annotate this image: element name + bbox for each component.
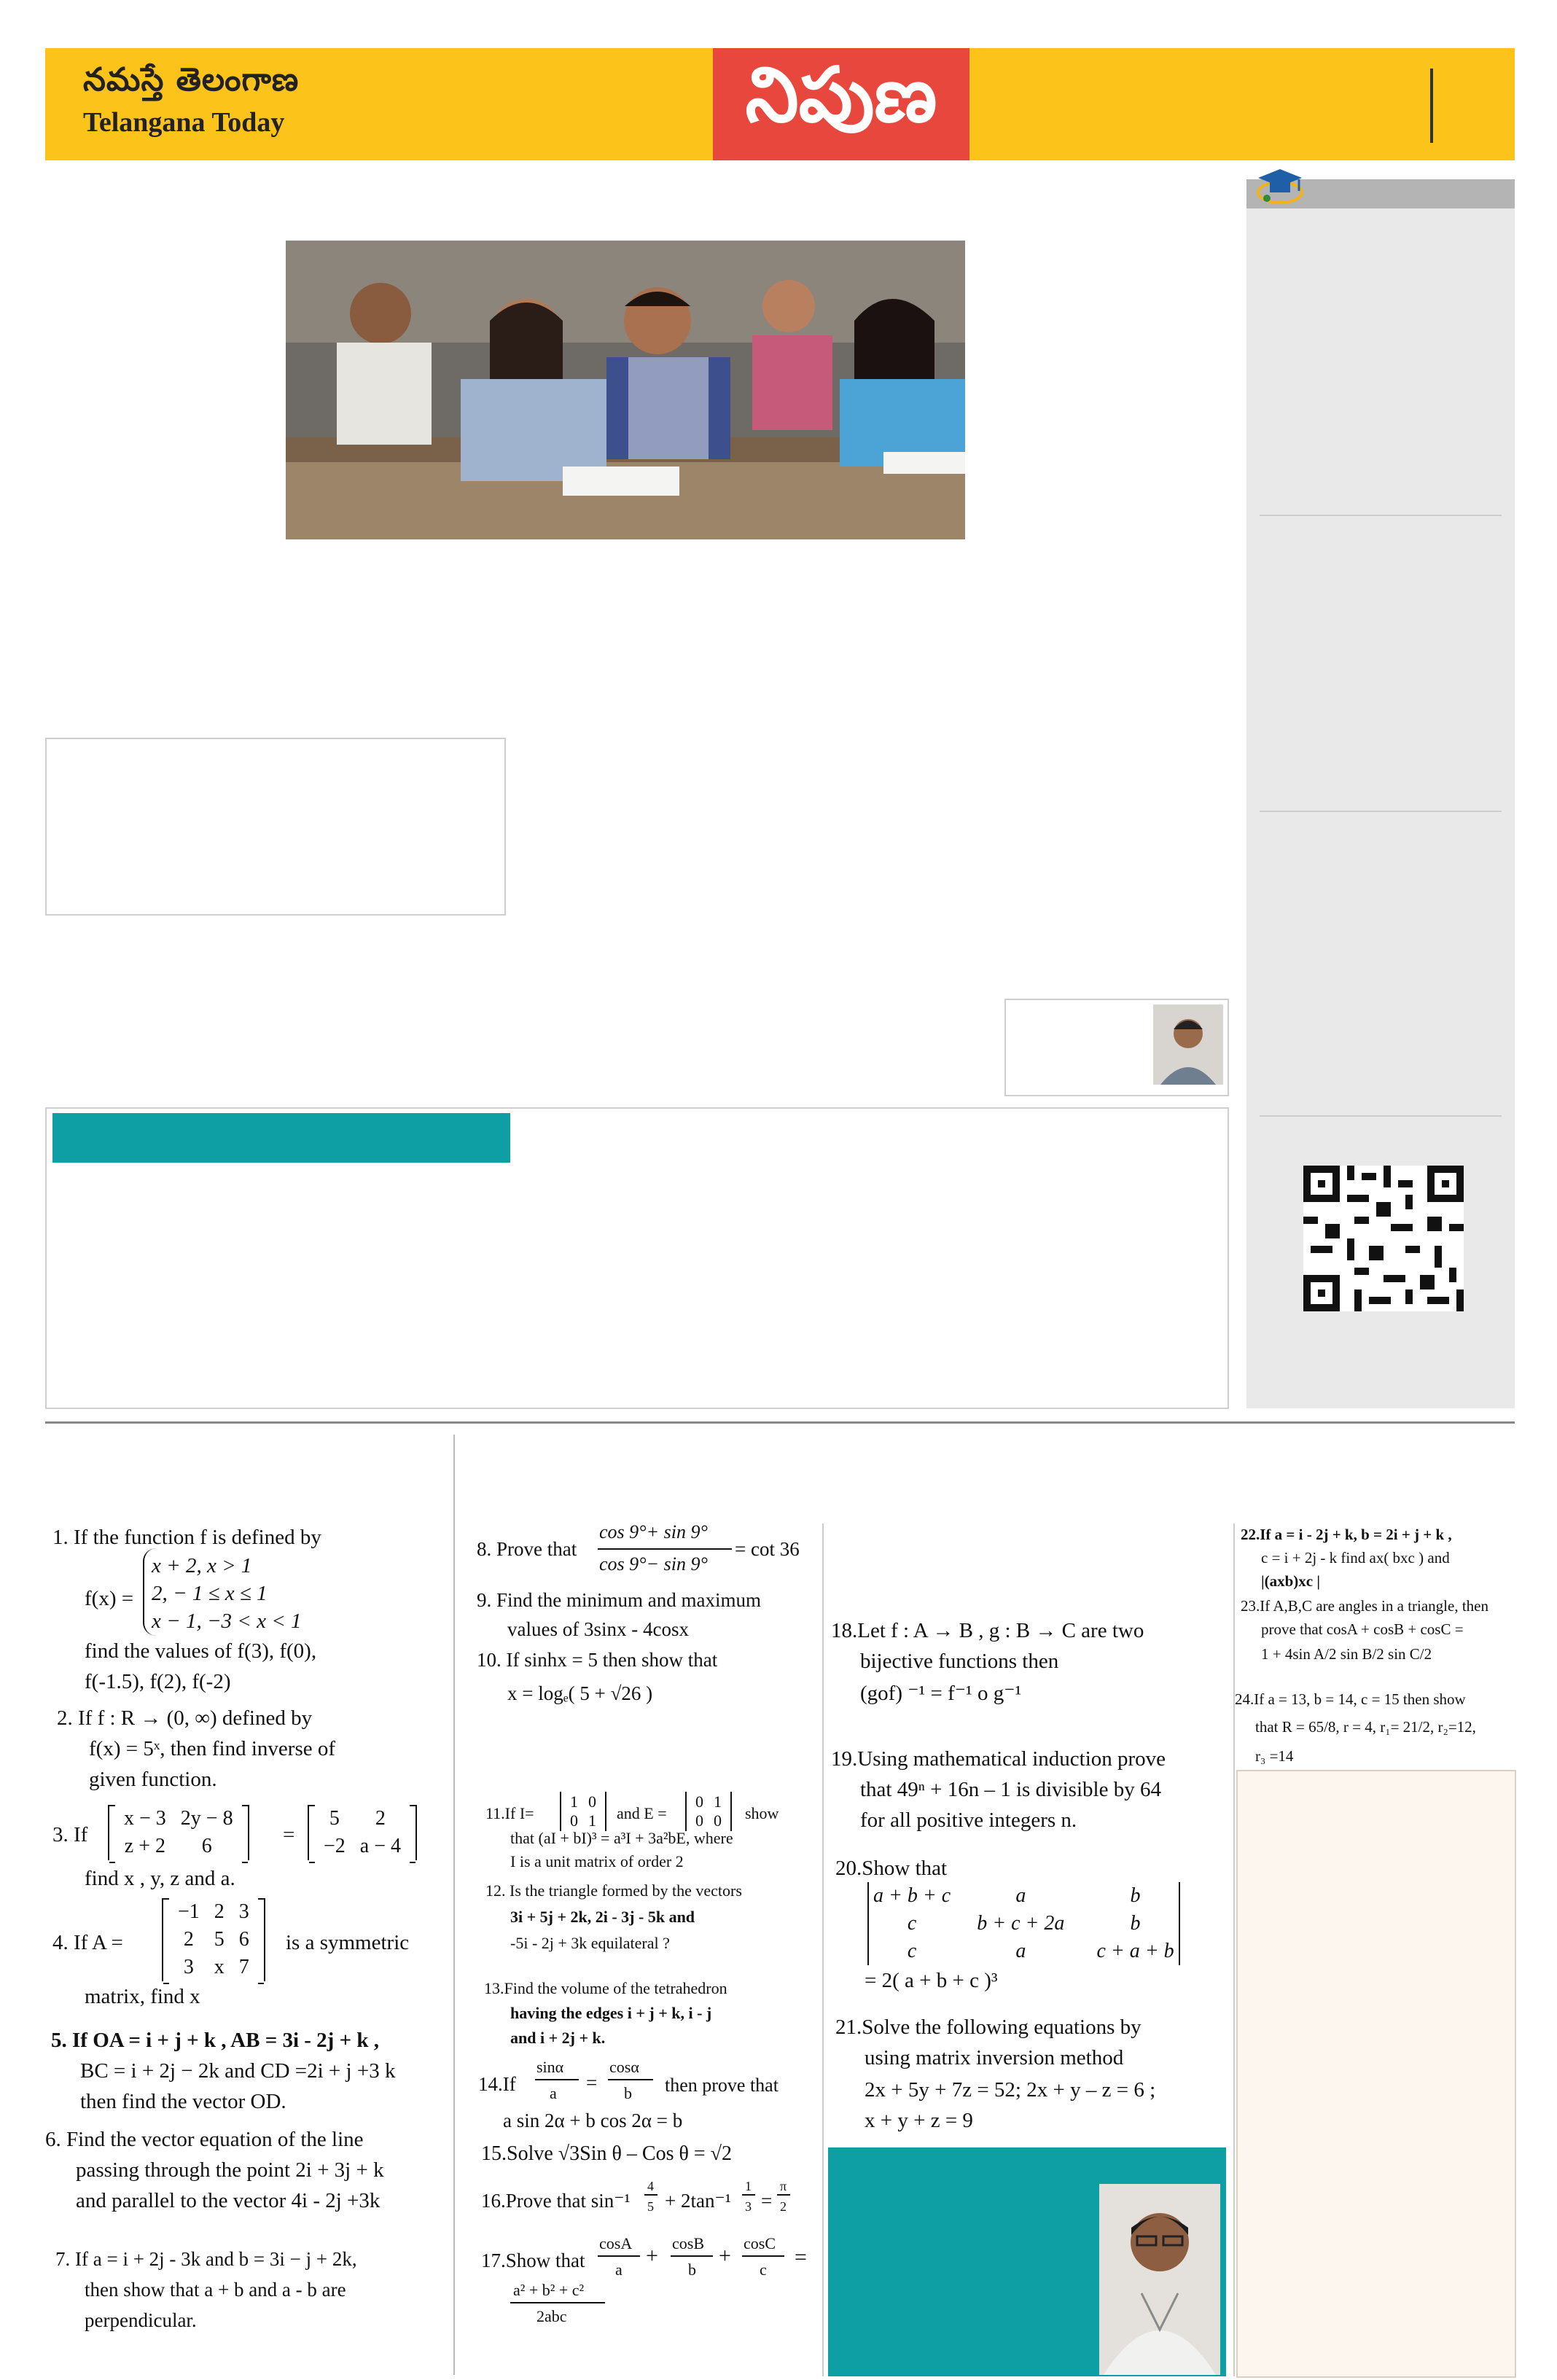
- question-1: 1. If the function f is defined by: [52, 1526, 321, 1549]
- q21-line-2: using matrix inversion method: [865, 2046, 1124, 2069]
- q13-line-2: having the edges i + j + k, i - j: [510, 2004, 712, 2022]
- q17-eq: =: [795, 2245, 807, 2269]
- q18-line-3: (gof) ⁻¹ = f⁻¹ o g⁻¹: [860, 1682, 1022, 1705]
- fraction-bar: [510, 2302, 605, 2303]
- q8-rhs: = cot 36: [735, 1538, 800, 1560]
- q10-line-2: x = logₑ( 5 + √26 ): [507, 1682, 653, 1704]
- q22-line-3: |(axb)xc |: [1261, 1572, 1320, 1590]
- q9-line-2: values of 3sinx - 4cosx: [507, 1618, 689, 1640]
- q2-line-3: given function.: [89, 1768, 217, 1791]
- q16-f2-den: 3: [745, 2199, 752, 2214]
- q2-line-2: f(x) = 5ˣ, then find inverse of: [89, 1737, 336, 1760]
- q8-denominator: cos 9°− sin 9°: [599, 1553, 708, 1575]
- question-7: 7. If a = i + 2j - 3k and b = 3i − j + 2k,: [55, 2248, 357, 2270]
- question-9: 9. Find the minimum and maximum: [477, 1589, 761, 1611]
- q1-find-2: f(-1.5), f(2), f(-2): [85, 1670, 231, 1693]
- question-15: 15.Solve √3Sin θ – Cos θ = √2: [481, 2142, 733, 2165]
- question-6: 6. Find the vector equation of the line: [45, 2128, 364, 2151]
- question-2: 2. If f : R → (0, ∞) defined by: [57, 1706, 313, 1730]
- masthead-divider: [1430, 69, 1433, 143]
- q20-determinant: a + b + c a b c b + c + 2a b c a c + a + b: [867, 1882, 1180, 1965]
- fraction-bar: [598, 2255, 640, 2257]
- q24-line-2: that R = 65/8, r = 4, r₁= 21/2, r₂=12,: [1255, 1718, 1476, 1736]
- q8-numerator: cos 9°+ sin 9°: [599, 1521, 708, 1542]
- question-16: 16.Prove that sin⁻¹: [481, 2190, 631, 2212]
- page-title-box: [713, 48, 969, 160]
- q11-matrix-E: 0 1 0 0: [685, 1792, 732, 1831]
- q3-right-matrix: 5 2 −2 a − 4: [308, 1805, 417, 1860]
- author-photo: [1153, 1004, 1223, 1085]
- q22-line-2: c = i + 2j - k find ax( bxc ) and: [1261, 1549, 1450, 1566]
- column-rule: [1233, 1523, 1235, 2376]
- q1-find: find the values of f(3), f(0),: [85, 1639, 317, 1663]
- question-21: 21.Solve the following equations by: [835, 2016, 1142, 2039]
- fraction-bar: [608, 2079, 653, 2080]
- q17-rhs-num: a² + b² + c²: [513, 2281, 585, 2299]
- q14-f2-num: cosα: [609, 2058, 639, 2076]
- q4-find: matrix, find x: [85, 1985, 200, 2008]
- fraction-bar: [742, 2255, 784, 2257]
- q19-line-3: for all positive integers n.: [860, 1809, 1077, 1832]
- q11-matrix-I: 1 0 0 1: [560, 1792, 606, 1831]
- q1-case-3: x − 1, −3 < x < 1: [152, 1610, 302, 1633]
- blank-panel: [1236, 1770, 1516, 2378]
- q12-line-3: -5i - 2j + 3k equilateral ?: [510, 1934, 670, 1952]
- students-exam-photo: [286, 241, 965, 539]
- q18-line-2: bijective functions then: [860, 1650, 1059, 1673]
- q17-f1-num: cosA: [599, 2234, 633, 2252]
- q3-equals: =: [283, 1823, 295, 1846]
- q17-f3-den: c: [760, 2260, 767, 2279]
- question-11: 11.If I=: [485, 1804, 534, 1822]
- q16-f1-num: 4: [647, 2179, 654, 2193]
- sidebar-rule: [1260, 811, 1502, 812]
- q17-rhs-den: 2abc: [536, 2307, 567, 2325]
- question-8: 8. Prove that: [477, 1538, 577, 1560]
- q7-line-2: then show that a + b and a - b are: [85, 2279, 346, 2301]
- q17-f2-num: cosB: [672, 2234, 704, 2252]
- fraction-bar: [535, 2079, 579, 2080]
- q13-line-3: and i + 2j + k.: [510, 2029, 606, 2047]
- q1-fx: f(x) =: [85, 1587, 134, 1610]
- question-14: 14.If: [478, 2073, 516, 2095]
- qr-code-icon: [1303, 1165, 1464, 1312]
- question-3: 3. If: [52, 1823, 88, 1846]
- sidebar-rule: [1260, 515, 1502, 516]
- question-10: 10. If sinhx = 5 then show that: [477, 1649, 718, 1671]
- q11-show: show: [745, 1804, 779, 1822]
- question-19: 19.Using mathematical induction prove: [831, 1747, 1166, 1771]
- q21-line-4: x + y + z = 9: [865, 2109, 973, 2132]
- question-12: 12. Is the triangle formed by the vectors: [485, 1881, 742, 1900]
- q17-plus: +: [646, 2244, 658, 2268]
- question-4: 4. If A =: [52, 1931, 123, 1954]
- q16-f3-den: 2: [780, 2199, 787, 2214]
- q7-line-3: perpendicular.: [85, 2309, 197, 2331]
- q11-and-E: and E =: [617, 1804, 667, 1822]
- author-photo: [1099, 2184, 1220, 2375]
- q23-line-2: prove that cosA + cosB + cosC =: [1261, 1620, 1464, 1638]
- q1-case-2: 2, − 1 ≤ x ≤ 1: [152, 1582, 268, 1605]
- q6-line-2: passing through the point 2i + 3j + k: [76, 2158, 384, 2182]
- column-rule: [453, 1435, 455, 2375]
- question-18: 18.Let f : A → B , g : B → C are two: [831, 1619, 1144, 1642]
- q4-matrix: −1 2 3 2 5 6 3 x 7: [162, 1898, 265, 1981]
- question-20: 20.Show that: [835, 1857, 948, 1880]
- q5-line-2: BC = i + 2j − 2k and CD =2i + j +3 k: [80, 2059, 396, 2083]
- info-box: [45, 738, 506, 916]
- q11-line-2: that (aI + bI)³ = a³I + 3a²bE, where: [510, 1829, 733, 1847]
- question-24: 24.If a = 13, b = 14, c = 15 then show: [1235, 1690, 1466, 1708]
- brand-english: Telangana Today: [83, 107, 285, 138]
- column-rule: [822, 1523, 824, 2376]
- q17-f3-num: cosC: [744, 2234, 776, 2252]
- q14-f2-den: b: [624, 2084, 632, 2102]
- notice-header-bar: [52, 1113, 510, 1163]
- q5-line-3: then find the vector OD.: [80, 2090, 286, 2113]
- question-13: 13.Find the volume of the tetrahedron: [484, 1979, 727, 1997]
- brand-telugu: నమస్తే తెలంగాణ: [83, 61, 300, 98]
- q12-line-2: 3i + 5j + 2k, 2i - 3j - 5k and: [510, 1908, 695, 1926]
- sidebar-rule: [1260, 1115, 1502, 1117]
- q11-line-3: I is a unit matrix of order 2: [510, 1852, 684, 1870]
- q1-case-1: x + 2, x > 1: [152, 1554, 252, 1577]
- q3-find: find x , y, z and a.: [85, 1867, 235, 1890]
- q17-f2-den: b: [688, 2260, 696, 2279]
- q16-f1-den: 5: [647, 2199, 654, 2214]
- page-title: నిపుణ: [745, 50, 937, 139]
- q6-line-3: and parallel to the vector 4i - 2j +3k: [76, 2189, 381, 2212]
- question-22: 22.If a = i - 2j + k, b = 2i + j + k ,: [1241, 1526, 1452, 1543]
- q14-f1-num: sinα: [536, 2058, 564, 2076]
- q14-f1-den: a: [550, 2084, 557, 2102]
- q17-f1-den: a: [615, 2260, 623, 2279]
- question-23: 23.If A,B,C are angles in a triangle, then: [1241, 1597, 1488, 1615]
- fraction-bar: [671, 2255, 713, 2257]
- q23-line-3: 1 + 4sin A/2 sin B/2 sin C/2: [1261, 1645, 1432, 1663]
- q17-plus: +: [719, 2244, 731, 2268]
- q4-symmetric: is a symmetric: [286, 1931, 410, 1954]
- q14-then: then prove that: [665, 2075, 778, 2096]
- q16-f2-num: 1: [745, 2179, 752, 2193]
- q20-rhs: = 2( a + b + c )³: [865, 1969, 998, 1992]
- q16-mid: + 2tan⁻¹: [665, 2190, 731, 2212]
- q14-eq: =: [586, 2072, 598, 2094]
- masthead: [45, 48, 1515, 160]
- q16-f3-num: π: [780, 2179, 787, 2193]
- section-divider: [45, 1421, 1515, 1424]
- q24-line-3: r₃ =14: [1255, 1747, 1294, 1765]
- q14-line-2: a sin 2α + b cos 2α = b: [503, 2110, 683, 2131]
- q16-eq: =: [761, 2190, 773, 2212]
- question-5: 5. If OA = i + j + k , AB = 3i - 2j + k ,: [51, 2029, 379, 2052]
- q19-line-2: that 49ⁿ + 16n – 1 is divisible by 64: [860, 1778, 1161, 1801]
- question-17: 17.Show that: [481, 2250, 585, 2271]
- q21-line-3: 2x + 5y + 7z = 52; 2x + y – z = 6 ;: [865, 2078, 1156, 2102]
- q3-left-matrix: x − 3 2y − 8 z + 2 6: [108, 1805, 249, 1860]
- mortarboard-logo-icon: [1251, 166, 1309, 208]
